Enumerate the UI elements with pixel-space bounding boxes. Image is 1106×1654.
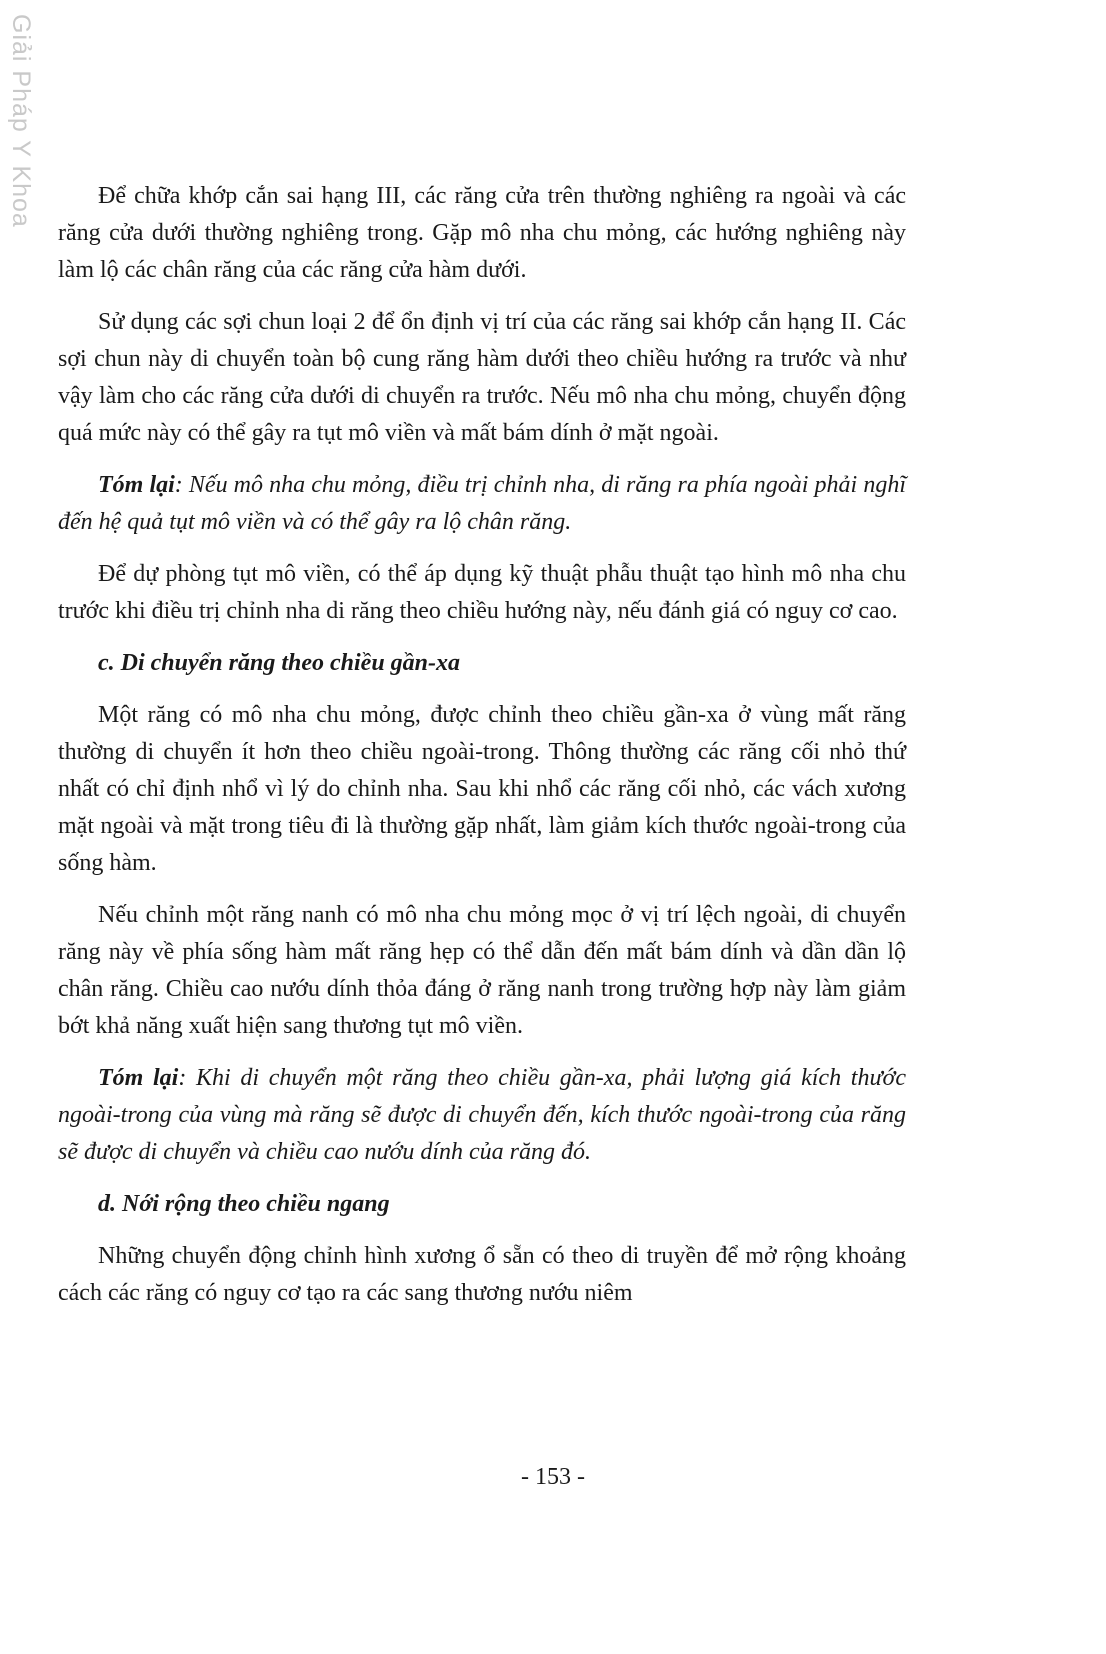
paragraph: Để chữa khớp cắn sai hạng III, các răng cửa trên thường nghiêng ra ngoài và các răng cửa dưới thường nghiêng trong. Gặp mô nha chu mỏng, các hướng nghiêng này làm lộ các chân răng của các răng cửa hàm dưới.	[58, 183, 906, 283]
paragraph: Để dự phòng tụt mô viền, có thể áp dụng kỹ thuật phẫu thuật tạo hình mô nha chu trước khi điều trị chỉnh nha di răng theo chiều hướng này, nếu đánh giá có nguy cơ cao.	[58, 561, 906, 624]
summary-text: : Nếu mô nha chu mỏng, điều trị chỉnh nha, di răng ra phía ngoài phải nghĩ đến hệ quả tụt mô viền và có thể gây ra lộ chân răng.	[58, 472, 906, 535]
paragraph: Một răng có mô nha chu mỏng, được chỉnh theo chiều gần-xa ở vùng mất răng thường di chuyển ít hơn theo chiều ngoài-trong. Thông thường các răng cối nhỏ thứ nhất có chỉ định nhổ vì lý do chỉnh nha. Sau khi nhổ các răng cối nhỏ, các vách xương mặt ngoài và mặt trong tiêu đi là thường gặp nhất, làm giảm kích thước ngoài-trong của sống hàm.	[58, 702, 906, 876]
paragraph: Sử dụng các sợi chun loại 2 để ổn định vị trí của các răng sai khớp cắn hạng II. Các sợi chun này di chuyển toàn bộ cung răng hàm dưới theo chiều hướng ra trước và như vậy làm cho các răng cửa dưới di chuyển ra trước. Nếu mô nha chu mỏng, chuyển động quá mức này có thể gây ra tụt mô viền và mất bám dính ở mặt ngoài.	[58, 309, 906, 446]
summary-text: : Khi di chuyển một răng theo chiều gần-xa, phải lượng giá kích thước ngoài-trong của vùng mà răng sẽ được di chuyển đến, kích thước ngoài-trong của răng sẽ được di chuyển và chiều cao nướu dính của răng đó.	[58, 1065, 906, 1165]
paragraph: Những chuyển động chỉnh hình xương ổ sẵn có theo di truyền để mở rộng khoảng cách các răng có nguy cơ tạo ra các sang thương nướu niêm	[58, 1243, 906, 1306]
summary-paragraph	[58, 467, 906, 541]
page-number: - 153 -	[521, 1464, 585, 1490]
summary-paragraph	[58, 1060, 906, 1171]
section-heading-c: c. Di chuyển răng theo chiều gần-xa	[98, 650, 461, 676]
page-body	[58, 178, 906, 1327]
watermark: Giải Pháp Y Khoa	[7, 14, 35, 228]
summary-lead: Tóm lại	[98, 472, 175, 498]
section-heading-d: d. Nới rộng theo chiều ngang	[98, 1191, 390, 1217]
paragraph: Nếu chỉnh một răng nanh có mô nha chu mỏng mọc ở vị trí lệch ngoài, di chuyển răng này về phía sống hàm mất răng hẹp có thể dẫn đến mất bám dính và dần dần lộ chân răng. Chiều cao nướu dính thỏa đáng ở răng nanh trong trường hợp này làm giảm bớt khả năng xuất hiện sang thương tụt mô viền.	[58, 902, 906, 1039]
summary-lead: Tóm lại	[98, 1065, 179, 1091]
